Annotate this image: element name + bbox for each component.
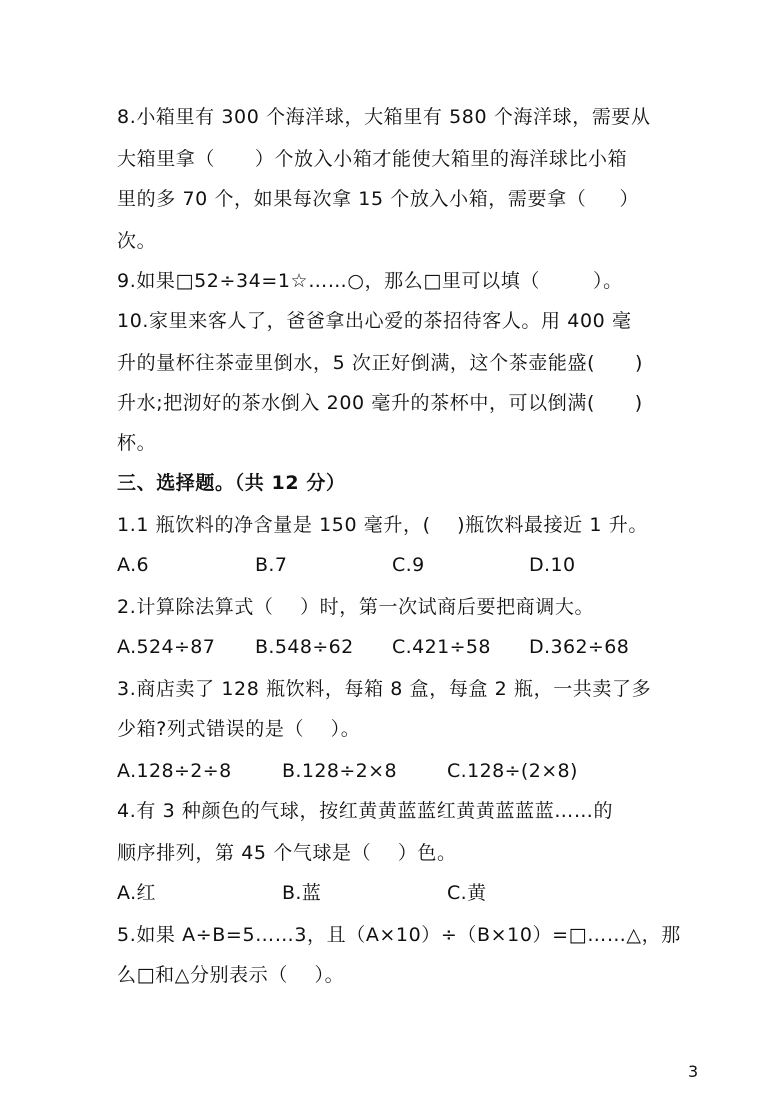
q8-line-3: 里的多 70 个，如果每次拿 15 个放入小箱，需要拿（ ） — [117, 188, 640, 210]
q4-line-2: 顺序排列，第 45 个气球是（ ）色。 — [117, 842, 457, 864]
option-b: B.128÷2×8 — [282, 760, 397, 782]
choice-q3-options — [117, 758, 677, 784]
q5-line-2: 么□和△分别表示（ ）。 — [117, 964, 345, 986]
option-b: B.7 — [255, 554, 288, 576]
q10-line-2: 升的量杯往茶壶里倒水，5 次正好倒满，这个茶壶能盛( ) — [117, 352, 643, 374]
section-3-heading: 三、选择题。（共 12 分） — [117, 472, 346, 494]
page-number: 3 — [688, 1062, 699, 1081]
q10-line-3: 升水;把沏好的茶水倒入 200 毫升的茶杯中，可以倒满( ) — [117, 392, 643, 414]
option-c: C.128÷(2×8) — [447, 760, 578, 782]
choice-q1: 1.1 瓶饮料的净含量是 150 毫升，( )瓶饮料最接近 1 升。 — [117, 514, 648, 536]
q10-line-4: 杯。 — [117, 432, 157, 454]
q8-line-2: 大箱里拿（ ）个放入小箱才能使大箱里的海洋球比小箱 — [117, 148, 628, 170]
option-c: C.421÷58 — [392, 636, 491, 658]
option-c: C.9 — [392, 554, 425, 576]
choice-q1-options — [117, 552, 677, 578]
q4-line-1: 4.有 3 种颜色的气球，按红黄黄蓝蓝红黄黄蓝蓝蓝……的 — [117, 800, 614, 822]
q10-line-1: 10.家里来客人了，爸爸拿出心爱的茶招待客人。用 400 毫 — [117, 310, 632, 332]
q8-line-1: 8.小箱里有 300 个海洋球，大箱里有 580 个海洋球，需要从 — [117, 106, 651, 128]
choice-q4-options — [117, 880, 677, 906]
option-b: B.蓝 — [282, 882, 322, 904]
option-d: D.10 — [529, 554, 576, 576]
option-c: C.黄 — [447, 882, 487, 904]
q3-line-2: 少箱?列式错误的是（ ）。 — [117, 718, 361, 740]
q3-line-1: 3.商店卖了 128 瓶饮料，每箱 8 盒，每盒 2 瓶，一共卖了多 — [117, 678, 652, 700]
option-a: A.红 — [117, 882, 156, 904]
option-b: B.548÷62 — [255, 636, 354, 658]
question-9: 9.如果□52÷34=1☆……○，那么□里可以填（ ）。 — [117, 270, 623, 292]
option-d: D.362÷68 — [529, 636, 630, 658]
option-a: A.524÷87 — [117, 636, 216, 658]
option-a: A.128÷2÷8 — [117, 760, 232, 782]
q5-line-1: 5.如果 A÷B=5……3，且（A×10）÷（B×10）=□……△，那 — [117, 924, 681, 946]
option-a: A.6 — [117, 554, 149, 576]
q8-line-4: 次。 — [117, 230, 157, 252]
choice-q2-options — [117, 634, 677, 660]
choice-q2: 2.计算除法算式（ ）时，第一次试商后要把商调大。 — [117, 596, 595, 618]
